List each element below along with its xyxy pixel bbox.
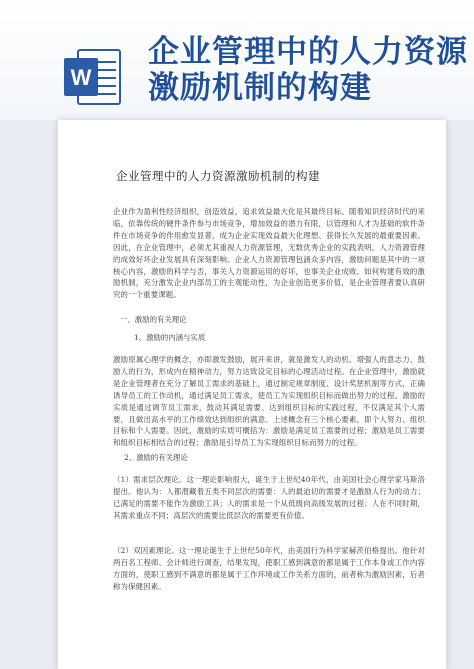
paragraph-two-factor: （2）双因素理论。这一理论诞生于上世纪50年代，由美国行为科学家赫茨伯格提出。他针对两百名工程师、会计师进行调查，结果发现，使职工感到满意的都是属于工作本身或工作内容方面的，使职工感到不满意的都是属于工作环境或工作关系方面的，前者称为激励因素，后者称为保健因素。: [113, 546, 425, 591]
document-page: [58, 120, 446, 669]
header-title: 企业管理中的人力资源激励机制的构建: [148, 34, 468, 106]
subsection-heading: 2、激励的有关理论: [124, 453, 188, 462]
paragraph-intro: 企业作为盈利性经济组织，创造效益，追求效益最大化是其最终目标。随着知识经济时代的来临，依靠传统的硬件条件参与市场竞争，增加效益的潜力有限，以管理和人才为基础的软件条件在市场竞争的作用愈发显著，成为企业实现效益最大化理想、获得长久发展的最重要因素。因此，在企业管理中，必须尤其重视人力资源管理，无数优秀企业的实践表明，人力资源管理的成效好坏企业发展具有深刻影响。企业人力资源管理包涵众多内容，激励问题是其中的一项核心内容，激励的科学与否，事关人力资源运用的好坏，也事关企业成败。如何构建有效的激励机制，充分激发企业内部员工的主观能动性，为企业创造更多价值，是企业管理者要认真研究的一个重要课题。: [113, 207, 425, 300]
word-doc-icon: [62, 44, 124, 110]
svg-text:W: W: [70, 65, 92, 90]
document-title: 企业管理中的人力资源激励机制的构建: [116, 169, 320, 183]
paragraph-maslow: （1）需求层次理论。这一理论影响很大，诞生于上世纪40年代，由美国社会心理学家马斯洛提出。他认为：人都潜藏着五类不同层次的需要：人的最迫切的需要才是激励人行为的动力；已满足的需要不能作为激励工具；人的需求是一个从低级向高级发展的过程；人在不同时期，其需求重点不同；高层次的需要比低层次的需要更有价值。: [113, 475, 425, 520]
header-band: [0, 0, 474, 120]
paragraph-definition: 激励原属心理学的概念，亦即激发鼓励，展开来讲，就是激发人的动机、增强人的意志力、鼓励人的行为，形成内在精神动力，努力达致设定目标的心理活动过程。在企业管理中，激励就是企业管理者在充分了解员工需求的基础上，通过制定规章制度、设计奖惩机制等方式，正确诱导员工的工作动机，通过满足员工需求，使员工为实现组织目标而做出努力的过程。激励的实质是通过调节员工需求，鼓动其满足需要、达到组织目标的实践过程，不仅满足其个人需要，且做出高水平的工作绩效达到组织的满意。上述概念有三个核心要素，即个人努力、组织目标和个人需要。因此，激励的实质可概括为：激励是满足员工需要的过程；激励是员工需要和组织目标相结合的过程；激励是引导员工为实现组织目标而努力的过程。: [113, 355, 425, 448]
section-heading: 一、激励的有关理论: [120, 315, 187, 324]
subsection-heading: 1、激励的内涵与实质: [134, 333, 206, 342]
